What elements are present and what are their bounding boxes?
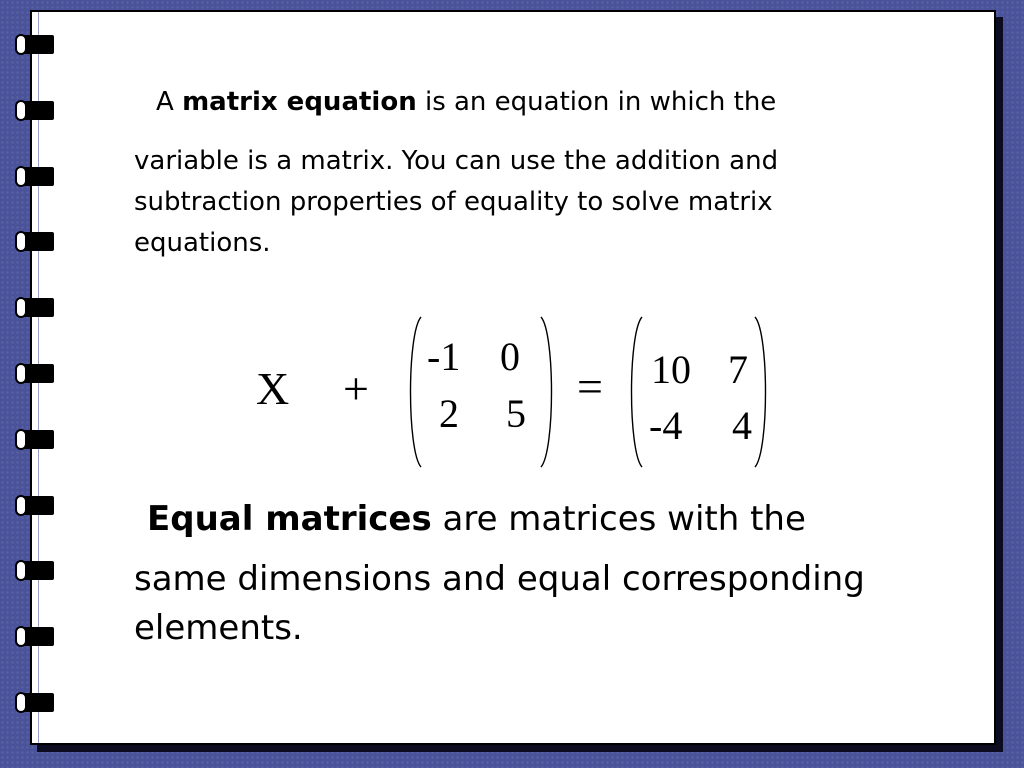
binding-ring-icon	[15, 429, 54, 450]
intro-line-1	[156, 82, 776, 123]
matrix-b-r1c1: 10	[651, 347, 691, 392]
intro-line-3: subtraction properties of equality to solve matrix	[134, 187, 773, 217]
matrix-b-r2c2: 4	[732, 403, 752, 448]
intro-line-1-rest: is an equation in which the	[416, 87, 777, 117]
matrix-a-r2c2: 5	[506, 391, 526, 436]
intro-line-4: equations.	[134, 228, 271, 258]
matrix-a-r1c1: -1	[427, 334, 461, 379]
definition-line-1-rest: are matrices with the	[431, 499, 806, 539]
binding-ring-icon	[15, 34, 54, 55]
term-equal-matrices: Equal matrices	[147, 499, 432, 539]
term-matrix-equation: matrix equation	[182, 87, 417, 117]
matrix-b-r1c2: 7	[728, 347, 748, 392]
definition-line-3: elements.	[134, 608, 303, 648]
definition-line-2: same dimensions and equal corresponding	[134, 559, 865, 599]
equation-plus: +	[343, 363, 369, 414]
matrix-b-r2c1: -4	[649, 403, 683, 448]
binding-ring-icon	[15, 363, 54, 384]
binding-ring-icon	[15, 626, 54, 647]
binding-ring-icon	[15, 560, 54, 581]
matrix-a-r2c1: 2	[439, 391, 459, 436]
binding-ring-icon	[15, 692, 54, 713]
equation-variable: X	[256, 363, 290, 414]
binding-ring-icon	[15, 166, 54, 187]
binding-ring-icon	[15, 297, 54, 318]
definition-line-1	[147, 494, 806, 544]
intro-prefix: A	[156, 87, 183, 117]
binding-ring-icon	[15, 100, 54, 121]
binding-ring-icon	[15, 495, 54, 516]
equation-equals: =	[577, 361, 603, 412]
intro-line-2: variable is a matrix. You can use the addition and	[134, 146, 779, 176]
matrix-a-r1c2: 0	[500, 334, 520, 379]
binding-ring-icon	[15, 231, 54, 252]
